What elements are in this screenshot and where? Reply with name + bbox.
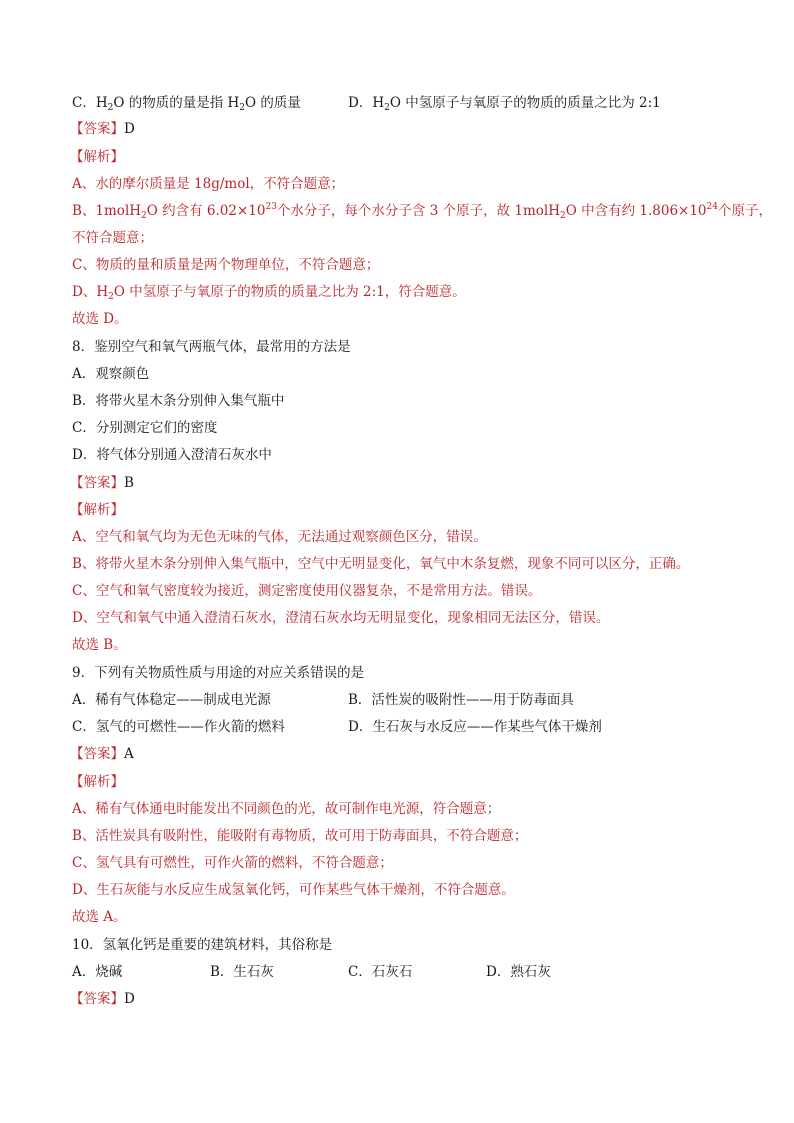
q7-explain-c: C、物质的量和质量是两个物理单位，不符合题意； xyxy=(72,257,380,273)
q8-answer: 【答案】B xyxy=(70,475,134,491)
q10-option-d: D．熟石灰 xyxy=(486,964,551,980)
q7-option-d: D．$H_2O$ 中氢原子与氧原子的物质的质量之比为 2:1 xyxy=(348,95,661,113)
q9-option-b: B．活性炭的吸附性——用于防毒面具 xyxy=(348,692,574,708)
q8-explain-a: A、空气和氧气均为无色无味的气体，无法通过观察颜色区分，错误。 xyxy=(72,529,487,545)
q9-conclusion: 故选 A。 xyxy=(72,909,127,925)
q10-options xyxy=(72,961,764,983)
q10-option-a: A．烧碱 xyxy=(72,964,123,980)
q8-stem: 8．鉴别空气和氧气两瓶气体，最常用的方法是 xyxy=(72,339,351,355)
q10-answer: 【答案】D xyxy=(70,991,135,1007)
q8-option-a: A．观察颜色 xyxy=(72,366,150,382)
q9-option-c: C．氢气的可燃性——作火箭的燃料 xyxy=(72,719,285,735)
q7-explain-b: B、1molH$_2$O 约含有 $6.02\times 10^{23}$个水分子，每个水分子含 3 个原子，故 1molH$_2$O 中含有约 $1.806\times 10^{24}$个原子， xyxy=(72,202,772,221)
q7-option-c: C．$H_2O$ 的物质的量是指 $H_2O$ 的质量 xyxy=(72,95,301,113)
q9-stem: 9．下列有关物质性质与用途的对应关系错误的是 xyxy=(72,665,365,681)
q7-explain-d: D、$H_2O$ 中氢原子与氧原子的物质的质量之比为 2:1，符合题意。 xyxy=(72,284,466,302)
q9-answer: 【答案】A xyxy=(70,746,134,762)
q9-explain-c: C、氢气具有可燃性，可作火箭的燃料，不符合题意； xyxy=(72,855,393,871)
q10-stem: 10．氢氧化钙是重要的建筑材料，其俗称是 xyxy=(72,937,333,953)
q8-analysis-heading: 【解析】 xyxy=(70,502,124,518)
q9-options-ab xyxy=(72,689,764,711)
q8-conclusion: 故选 B。 xyxy=(72,637,127,653)
q9-option-a: A．稀有气体稳定——制成电光源 xyxy=(72,692,271,708)
q8-option-c: C．分别测定它们的密度 xyxy=(72,420,218,436)
q7-answer: 【答案】D xyxy=(70,121,135,137)
q8-option-b: B．将带火星木条分别伸入集气瓶中 xyxy=(72,393,285,409)
q7-conclusion: 故选 D。 xyxy=(72,311,128,327)
q9-explain-b: B、活性炭具有吸附性，能吸附有毒物质，故可用于防毒面具，不符合题意； xyxy=(72,828,528,844)
q9-explain-d: D、生石灰能与水反应生成氢氧化钙，可作某些气体干燥剂，不符合题意。 xyxy=(72,882,515,898)
q9-options-cd xyxy=(72,716,764,738)
q7-analysis-heading: 【解析】 xyxy=(70,149,124,165)
q7-options-cd xyxy=(72,92,764,114)
q8-option-d: D．将气体分别通入澄清石灰水中 xyxy=(72,447,272,463)
q8-explain-b: B、将带火星木条分别伸入集气瓶中，空气中无明显变化，氧气中木条复燃，现象不同可以区分，正确。 xyxy=(72,556,690,572)
q8-explain-c: C、空气和氧气密度较为接近，测定密度使用仪器复杂，不是常用方法。错误。 xyxy=(72,583,542,599)
q10-option-c: C．石灰石 xyxy=(348,964,413,980)
q10-option-b: B．生石灰 xyxy=(210,964,274,980)
q7-explain-b-cont: 不符合题意； xyxy=(72,230,153,246)
q9-option-d: D．生石灰与水反应——作某些气体干燥剂 xyxy=(348,719,602,735)
q9-analysis-heading: 【解析】 xyxy=(70,774,124,790)
q8-explain-d: D、空气和氧气中通入澄清石灰水，澄清石灰水均无明显变化，现象相同无法区分，错误。 xyxy=(72,610,610,626)
q7-explain-a: A、水的摩尔质量是 18g/mol，不符合题意； xyxy=(72,176,345,192)
q9-explain-a: A、稀有气体通电时能发出不同颜色的光，故可制作电光源，符合题意； xyxy=(72,801,501,817)
